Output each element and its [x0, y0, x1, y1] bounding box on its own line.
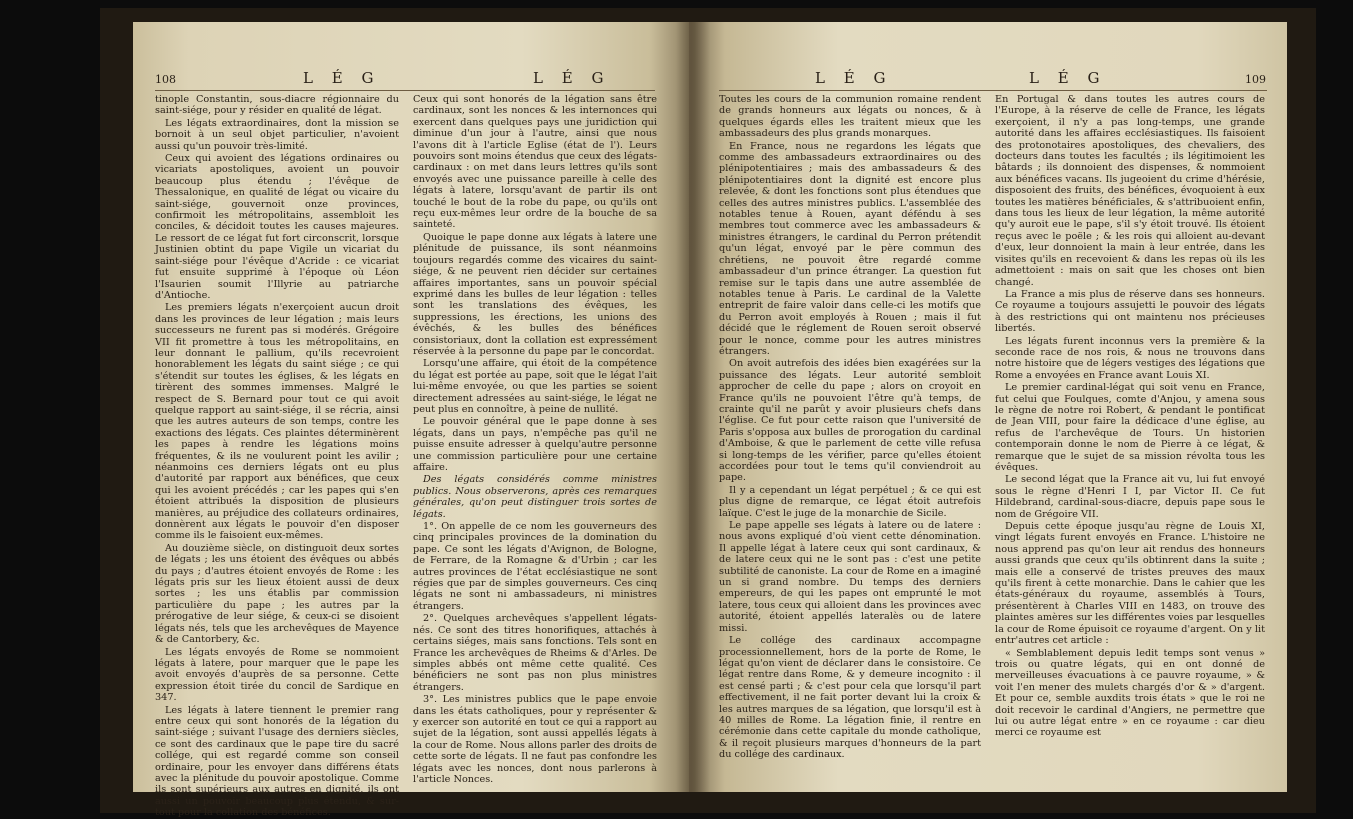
right-column-2 — [995, 94, 1265, 744]
paragraph: On avoit autrefois des idées bien exagérées sur la puissance des légats. Leur autorité sembloit approcher de celle du pape ; alors on croyoit en France qu'ils ne pouvoient l'être qu'à temps, de crainte qu'il ne parût y avoir plusieurs chefs dans l'église. Ce fut pour cette raison que l'université de Paris s'opposa aux bulles de prorogation du cardinal d'Amboise, & que le parlement de cette ville refusa si long-temps de les vérifier, parce qu'elles étoient accordées pour tout le tems qu'il conviendroit au pape. — [719, 358, 981, 484]
paragraph: Ceux qui sont honorés de la légation sans être cardinaux, sont les nonces & les internonces qui exercent dans quelques pays une juridiction qui diminue d'un jour à l'autre, ainsi que nous l'avons dit à l'article Eglise (état de l'). Leurs pouvoirs sont moins étendus que ceux des légats-cardinaux : on met dans leurs lettres qu'ils sont envoyés avec une puissance pareille à celle des légats à latere, lorsqu'avant de partir ils ont touché le bout de la robe du pape, ou qu'ils ont reçu eux-mêmes leur ordre de la bouche de sa sainteté. — [413, 94, 657, 231]
quotation: « Semblablement depuis ledit temps sont venus » trois ou quatre légats, qui en ont donné de merveilleuses évacuations à ce pauvre royaume, » & voit l'en mener des mulets chargés d'or & » d'argent. Et pour ce, semble auxdits trois états » que le roi ne doit recevoir le cardinal d'Angiers, ne permettre que lui ou autre légat entre » en ce royaume : car dieu merci ce royaume est — [995, 647, 1265, 739]
left-running-head-1: L É G — [303, 69, 381, 87]
paragraph: Il y a cependant un légat perpétuel ; & ce qui est plus digne de remarque, ce légat étoit autrefois laïque. C'est le juge de la monarchie de Sicile. — [719, 484, 981, 519]
left-page-number: 108 — [155, 73, 176, 86]
paragraph: Depuis cette époque jusqu'au règne de Louis XI, vingt légats furent envoyés en France. L'histoire ne nous apprend pas qu'on leur ait rendus des honneurs aussi grands que ceux qu'ils obtinrent dans la suite ; mais elle a conservé de tristes preuves des maux qu'ils firent à cette monarchie. Dans le cahier que les états-généraux du royaume, assemblés à Tours, présentèrent à Charles VIII en 1483, on trouve des plaintes amères sur les différentes voies par lesquelles la cour de Rome épuisoit ce royaume d'argent. On y lit entr'autres cet article : — [995, 521, 1265, 647]
book-gutter — [676, 22, 710, 792]
paragraph: 3°. Les ministres publics que le pape envoie dans les états catholiques, pour y représenter & y exercer son autorité en tout ce qui a rapport au sujet de la légation, sont aussi appellés légats à la cour de Rome. Nous allons parler des droits de cette sorte de légats. Il ne faut pas confondre les légats avec les nonces, dont nous parlerons à l'article Nonces. — [413, 694, 657, 785]
paragraph: Les légats furent inconnus vers la première & la seconde race de nos rois, & nous ne trouvons dans notre histoire que de légers vestiges des légations que Rome a envoyées en France avant Louis XI. — [995, 335, 1265, 381]
section-heading: Des légats considérés comme ministres publics. Nous observerons, après ces remarques générales, qu'on peut distinguer trois sortes de légats. — [413, 474, 657, 520]
head-rule — [155, 90, 655, 91]
right-column-1 — [719, 94, 981, 761]
paragraph: Les légats extraordinaires, dont la mission se bornoit à un seul objet particulier, n'avoient aussi qu'un pouvoir très-limité. — [155, 117, 399, 152]
paragraph: 2°. Quelques archevêques s'appellent légats-nés. Ce sont des titres honorifiques, attachés à certains siéges, mais sans fonctions. Tels sont en France les archevêques de Rheims & d'Arles. De simples abbés ont même cette qualité. Ces bénéficiers ne sont pas non plus ministres étrangers. — [413, 613, 657, 693]
left-page — [133, 22, 689, 819]
right-running-head-2: L É G — [1029, 69, 1107, 87]
left-running-head-2: L É G — [533, 69, 611, 87]
paragraph: En France, nous ne regardons les légats que comme des ambassadeurs extraordinaires ou des plénipotentiaires ; mais des ambassadeurs & des plénipotentiaires dont la dignité est encore plus relevée, & dont les fonctions sont plus étendues que celles des autres ministres publics. L'assemblée des notables tenue à Rouen, ayant déféndu à ses membres tout commerce avec les ambassadeurs & ministres étrangers, le cardinal du Perron prétendit qu'un légat, envoyé par le père commun des chrétiens, ne pouvoit être regardé comme ambassadeur d'un prince étranger. La question fut remise sur le tapis dans une autre assemblée de notables tenue à Paris. Le cardinal de la Valette entreprit de faire valoir dans celle-ci les motifs que du Perron avoit employés à Rouen ; mais il fut décidé que le réglement de Rouen seroit observé pour le nonce, comme pour les autres ministres étrangers. — [719, 140, 981, 357]
paragraph: Quoique le pape donne aux légats à latere une plénitude de puissance, ils sont néanmoins toujours regardés comme des vicaires du saint-siége, & ne peuvent rien décider sur certaines affaires importantes, sans un pouvoir spécial exprimé dans les bulles de leur légation : telles sont les translations des évêques, les suppressions, les érections, les unions des évêchés, & les bulles des bénéfices consistoriaux, dont la collation est expressément réservée à la personne du pape par le concordat. — [413, 231, 657, 357]
paragraph: Toutes les cours de la communion romaine rendent de grands honneurs aux légats ou nonces, & à quelques égards elles les traitent mieux que les ambassadeurs des plus grands monarques. — [719, 94, 981, 140]
paragraph: Le pape appelle ses légats à latere ou de latere : nous avons expliqué d'où vient cette dénomination. Il appelle légat à latere ceux qui sont cardinaux, & de latere ceux qui ne le sont pas : c'est une petite subtilité de canoniste. La cour de Rome en a imaginé un si grand nombre. Du temps des derniers empereurs, de qui les papes ont emprunté le mot latere, tous ceux qui alloient dans les provinces avec autorité, étoient appellés lateralès ou de latere missi. — [719, 520, 981, 634]
paragraph: La France a mis plus de réserve dans ses honneurs. Ce royaume a toujours assujetti le pouvoir des légats à des restrictions qui ont maintenu nos précieuses libertés. — [995, 288, 1265, 335]
paragraph: Au douzième siècle, on distinguoit deux sortes de légats ; les uns étoient des évêques ou abbés du pays ; d'autres étoient envoyés de Rome : les légats pris sur les lieux étoient aussi de deux sortes ; les uns établis par commission particulière du pape ; les autres par la prérogative de leur siége, & ceux-ci se disoient légats nés, tels que les archevêques de Mayence & de Cantorbery, &c. — [155, 542, 399, 646]
left-column-1 — [155, 94, 399, 819]
paragraph: Ceux qui avoient des légations ordinaires ou vicariats apostoliques, avoient un pouvoir beaucoup plus étendu ; l'évêque de Thessalonique, en qualité de légat ou vicaire du saint-siége, gouvernoit onze provinces, confirmoit les métropolitains, assembloit les conciles, & décidoit toutes les causes majeures. Le ressort de ce légat fut fort circonscrit, lorsque Justinien obtint du pape Vigile un vicariat du saint-siége pour l'évêque d'Acride : ce vicariat fut ensuite supprimé à l'époque où Léon l'Isaurien soumit l'Illyrie au patriarche d'Antioche. — [155, 153, 399, 301]
right-page — [689, 22, 1287, 792]
paragraph: 1°. On appelle de ce nom les gouverneurs des cinq principales provinces de la domination du pape. Ce sont les légats d'Avignon, de Bologne, de Ferrare, de la Romagne & d'Urbin ; car les autres provinces de l'état ecclésiastique ne sont régies que par de simples gouverneurs. Ces cinq légats ne sont ni ambassadeurs, ni ministres étrangers. — [413, 521, 657, 612]
right-running-head-1: L É G — [815, 69, 893, 87]
paragraph: Lorsqu'une affaire, qui étoit de la compétence du légat est portée au pape, soit que le légat l'ait lui-même envoyée, ou que les parties se soient directement adressées au saint-siége, le légat ne peut plus en connoître, à peine de nullité. — [413, 358, 657, 415]
paragraph: tinople Constantin, sous-diacre régionnaire du saint-siége, pour y résider en qualité de légat. — [155, 94, 399, 117]
paragraph: Le second légat que la France ait vu, lui fut envoyé sous le règne d'Henri I I, par Victor II. Ce fut Hildebrand, cardinal-sous-diacre, depuis pape sous le nom de Grégoire VII. — [995, 474, 1265, 520]
left-column-2 — [413, 94, 657, 785]
paragraph: Les légats envoyés de Rome se nommoient légats à latere, pour marquer que le pape les avoit envoyés d'auprès de sa personne. Cette expression étoit tirée du concil de Sardique en 347. — [155, 646, 399, 704]
paragraph: Les premiers légats n'exerçoient aucun droit dans les provinces de leur légation ; mais leurs successeurs ne furent pas si modérés. Grégoire VII fit promettre à tous les métropolitains, en leur donnant le pallium, qu'ils recevroient honorablement les légats du saint siége ; ce qui s'étendit sur toutes les églises, & les légats en tirèrent des sommes immenses. Malgré le respect de S. Bernard pour tout ce qui avoit quelque rapport au saint-siége, il se récria, ainsi que les autres auteurs de son temps, contre les exactions des légats. Ces plaintes déterminèrent les papes à rendre les légations moins fréquentes, & ils ne voulurent point les avilir ; néanmoins ces derniers légats ont eu plus d'autorité par rapport aux bénéfices, que ceux qui les avoient précédés ; car les papes qui s'en étoient attribués la disposition de plusieurs manières, au préjudice des collateurs ordinaires, donnèrent aux légats le pouvoir d'en disposer comme ils le faisoient eux-mêmes. — [155, 302, 399, 542]
paragraph: Le collége des cardinaux accompagne processionnellement, hors de la porte de Rome, le légat qu'on vient de déclarer dans le consistoire. Ce légat rentre dans Rome, & y demeure incognito : il est censé parti ; & c'est pour cela que lorsqu'il part effectivement, il ne fait porter devant lui la croix & les autres marques de sa légation, que lorsqu'il est à 40 milles de Rome. La légation finie, il rentre en cérémonie dans cette capitale du monde catholique, & il reçoit plusieurs marques d'honneurs de la part du collége des cardinaux. — [719, 635, 981, 761]
paragraph: Le premier cardinal-légat qui soit venu en France, fut celui que Foulques, comte d'Anjou, y amena sous le règne de notre roi Robert, & pendant le pontificat de Jean VIII, pour faire la dédicace d'une église, au refus de l'archevêque de Tours. Un historien contemporain donne le nom de Pierre à ce légat, & remarque que le sujet de sa mission révolta tous les évêques. — [995, 382, 1265, 473]
paragraph: Les légats à latere tiennent le premier rang entre ceux qui sont honorés de la légation du saint-siége ; suivant l'usage des derniers siècles, ce sont des cardinaux que le pape tire du sacré collége, qui est regardé comme son conseil ordinaire, pour les envoyer dans différens états avec la plénitude du pouvoir apostolique. Comme ils sont supérieurs aux autres en dignité, ils ont aussi un pouvoir beaucoup plus étendu, & sur-tout pour la collation des bénéfices. — [155, 704, 399, 819]
paragraph: Le pouvoir général que le pape donne à ses légats, dans un pays, n'empêche pas qu'il ne puisse ensuite adresser à quelqu'autre personne une commission particulière pour une certaine affaire. — [413, 416, 657, 473]
head-rule — [719, 90, 1267, 91]
right-page-number: 109 — [1245, 73, 1266, 86]
paragraph: En Portugal & dans toutes les autres cours de l'Europe, à la réserve de celle de France, les légats exerçoient, il n'y a pas long-temps, une grande autorité dans les affaires ecclésiastiques. Ils faisoient des protonotaires apostoliques, des chevaliers, des docteurs dans toutes les facultés ; ils légitimoient les bâtards ; ils donnoient des dispenses, & nommoient aux bénéfices vacans. Ils jugeoient du crime d'hérésie, disposoient des fruits, des bénéfices, évoquoient à eux toutes les matières bénéficiales, & s'attribuoient enfin, dans tous les lieux de leur légation, la même autorité qu'y auroit eue le pape, s'il s'y étoit trouvé. Ils étoient reçus avec le poële ; & les rois qui alloient au-devant d'eux, leur donnoient la main à leur entrée, dans les visites qu'ils en recevoient & dans les repas où ils les admettoient : mais on sait que les choses ont bien changé. — [995, 94, 1265, 288]
